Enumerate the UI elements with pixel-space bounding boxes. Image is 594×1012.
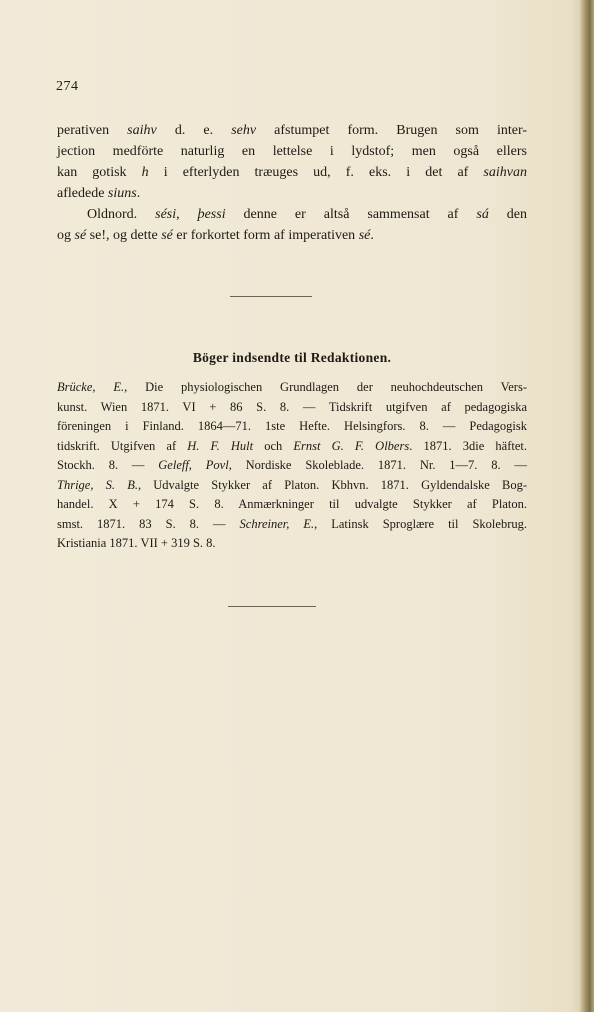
- main-text: [57, 120, 527, 246]
- bib-line1: Brücke, E., Die physiologischen Grundlagen der neuhochdeutschen Vers-: [57, 380, 528, 394]
- page-edge: [580, 0, 594, 1012]
- paragraph2-line2: og sé se!, og dette sé er forkortet form af imperativen sé.: [57, 228, 374, 243]
- bib-line3: föreningen i Finland. 1864—71. 1ste Hefte. Helsingfors. 8. — Pedagogisk: [57, 419, 527, 433]
- bib-line8: smst. 1871. 83 S. 8. — Schreiner, E., Latinsk Sproglære til Skolebrug.: [57, 516, 527, 531]
- divider-bottom: [228, 606, 316, 607]
- bib-line9: Kristiania 1871. VII + 319 S. 8.: [57, 536, 216, 550]
- paragraph2-line1: Oldnord. sési, þessi denne er altså sammensat af sá den: [87, 207, 528, 222]
- section-heading: Böger indsendte til Redaktionen.: [192, 350, 392, 365]
- bib-line6: Thrige, S. B., Udvalgte Stykker af Platon. Kbhvn. 1871. Gyldendalske Bog-: [57, 477, 527, 492]
- bib-line7: handel. X + 174 S. 8. Anmærkninger til udvalgte Stykker af Platon.: [57, 497, 527, 511]
- bibliography: [57, 378, 527, 554]
- paragraph1-line2: jection medförte naturlig en lettelse i lydstof; men også ellers: [57, 144, 527, 159]
- divider-top: [230, 296, 312, 297]
- paragraph1-line3: kan gotisk h i efterlyden træuges ud, f. eks. i det af saihvan: [57, 165, 527, 180]
- bib-line5: Stockh. 8. — Geleff, Povl, Nordiske Skoleblade. 1871. Nr. 1—7. 8. —: [57, 458, 527, 472]
- paragraph1-line4: afledede siuns.: [57, 186, 141, 201]
- paragraph1-line1: perativen saihv d. e. sehv afstumpet form. Brugen som inter-: [57, 123, 528, 138]
- bib-line4: tidskrift. Utgifven af H. F. Hult och Ernst G. F. Olbers. 1871. 3die häftet.: [57, 438, 527, 453]
- bib-line2: kunst. Wien 1871. VI + 86 S. 8. — Tidskrift utgifven af pedagogiska: [57, 399, 527, 414]
- page-number: 274: [56, 79, 79, 94]
